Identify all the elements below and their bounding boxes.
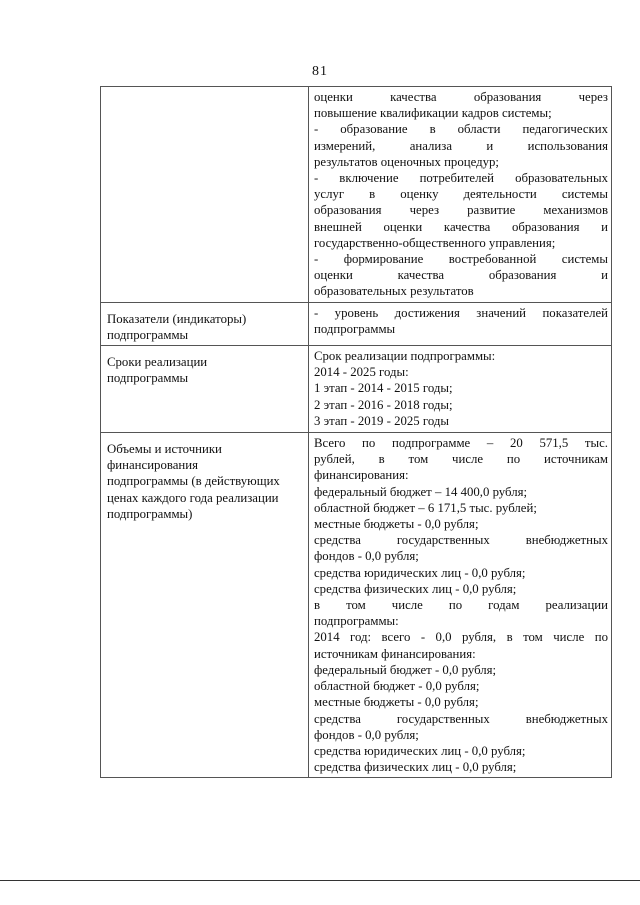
content-line: 2 этап - 2016 - 2018 годы;	[314, 397, 453, 412]
row-label-line: финансирования	[107, 458, 198, 473]
content-line: оценки качества образования и	[314, 268, 608, 283]
row-label-cell	[101, 433, 309, 778]
content-line: средства государственных внебюджетных	[314, 533, 608, 548]
content-line: 1 этап - 2014 - 2015 годы;	[314, 381, 453, 396]
row-label-line: подпрограммы (в действующих	[107, 474, 280, 489]
content-line: государственно-общественного управления;	[314, 235, 556, 250]
content-line: в том числе по годам реализации	[314, 598, 608, 613]
content-line: услуг в оценку деятельности системы	[314, 187, 608, 202]
content-line: областной бюджет – 6 171,5 тыс. рублей;	[314, 500, 537, 515]
content-line: оценки качества образования через	[314, 90, 608, 104]
content-line: средства юридических лиц - 0,0 рубля;	[314, 743, 526, 758]
content-line: фондов - 0,0 рубля;	[314, 727, 419, 742]
row-content-cell	[309, 433, 612, 778]
content-line: 2014 год: всего - 0,0 рубля, в том числе по	[314, 630, 608, 645]
content-line: образовательных результатов	[314, 284, 474, 299]
content-line: федеральный бюджет – 14 400,0 рубля;	[314, 484, 528, 499]
page-number: 81	[312, 64, 328, 79]
row-content-cell	[309, 302, 612, 345]
row-content-cell	[309, 87, 612, 303]
content-line: измерений, анализа и использования	[314, 138, 608, 153]
content-line: Всего по подпрограмме – 20 571,5 тыс.	[314, 436, 608, 451]
content-line: повышение квалификации кадров системы;	[314, 106, 552, 121]
content-line: подпрограммы:	[314, 614, 399, 629]
row-label-cell	[101, 346, 309, 433]
content-line: подпрограммы	[314, 321, 396, 336]
content-line: средства юридических лиц - 0,0 рубля;	[314, 565, 526, 580]
content-line: рублей, в том числе по источникам	[314, 452, 608, 467]
row-label-line: Сроки реализации	[107, 355, 208, 370]
row-label-line: подпрограммы	[107, 327, 189, 342]
content-line: местные бюджеты - 0,0 рубля;	[314, 695, 479, 710]
row-label-cell	[101, 87, 309, 303]
content-line: результатов оценочных процедур;	[314, 154, 499, 169]
row-label-line: подпрограммы	[107, 371, 189, 386]
table-row	[101, 433, 612, 778]
content-line: областной бюджет - 0,0 рубля;	[314, 679, 480, 694]
table-row	[101, 346, 612, 433]
content-line: местные бюджеты - 0,0 рубля;	[314, 517, 479, 532]
row-label-line: ценах каждого года реализации	[107, 490, 279, 505]
content-line: образования через развитие механизмов	[314, 203, 608, 218]
content-line: - образование в области педагогических	[314, 122, 608, 137]
content-line: федеральный бюджет - 0,0 рубля;	[314, 662, 497, 677]
content-line: - формирование востребованной системы	[314, 252, 608, 267]
table-row	[101, 302, 612, 345]
row-label-line: Объемы и источники	[107, 442, 222, 457]
content-line: Срок реализации подпрограммы:	[314, 349, 496, 364]
row-content-cell	[309, 346, 612, 433]
content-line: средства государственных внебюджетных	[314, 711, 608, 726]
content-line: - уровень достижения значений показателей	[314, 305, 608, 320]
row-label-line: подпрограммы)	[107, 506, 193, 521]
content-line: средства физических лиц - 0,0 рубля;	[314, 760, 517, 775]
table-row	[101, 87, 612, 303]
page-bottom-rule	[0, 880, 640, 881]
content-line: средства физических лиц - 0,0 рубля;	[314, 581, 517, 596]
content-line: фондов - 0,0 рубля;	[314, 549, 419, 564]
row-label-line: Показатели (индикаторы)	[107, 311, 247, 326]
row-label-cell	[101, 302, 309, 345]
content-line: 2014 - 2025 годы:	[314, 365, 409, 380]
content-line: внешней оценки качества образования и	[314, 219, 608, 234]
content-line: - включение потребителей образовательных	[314, 171, 608, 186]
content-line: источникам финансирования:	[314, 646, 476, 661]
subprogram-passport-table	[100, 86, 612, 778]
content-line: 3 этап - 2019 - 2025 годы	[314, 413, 449, 428]
content-line: финансирования:	[314, 468, 409, 483]
